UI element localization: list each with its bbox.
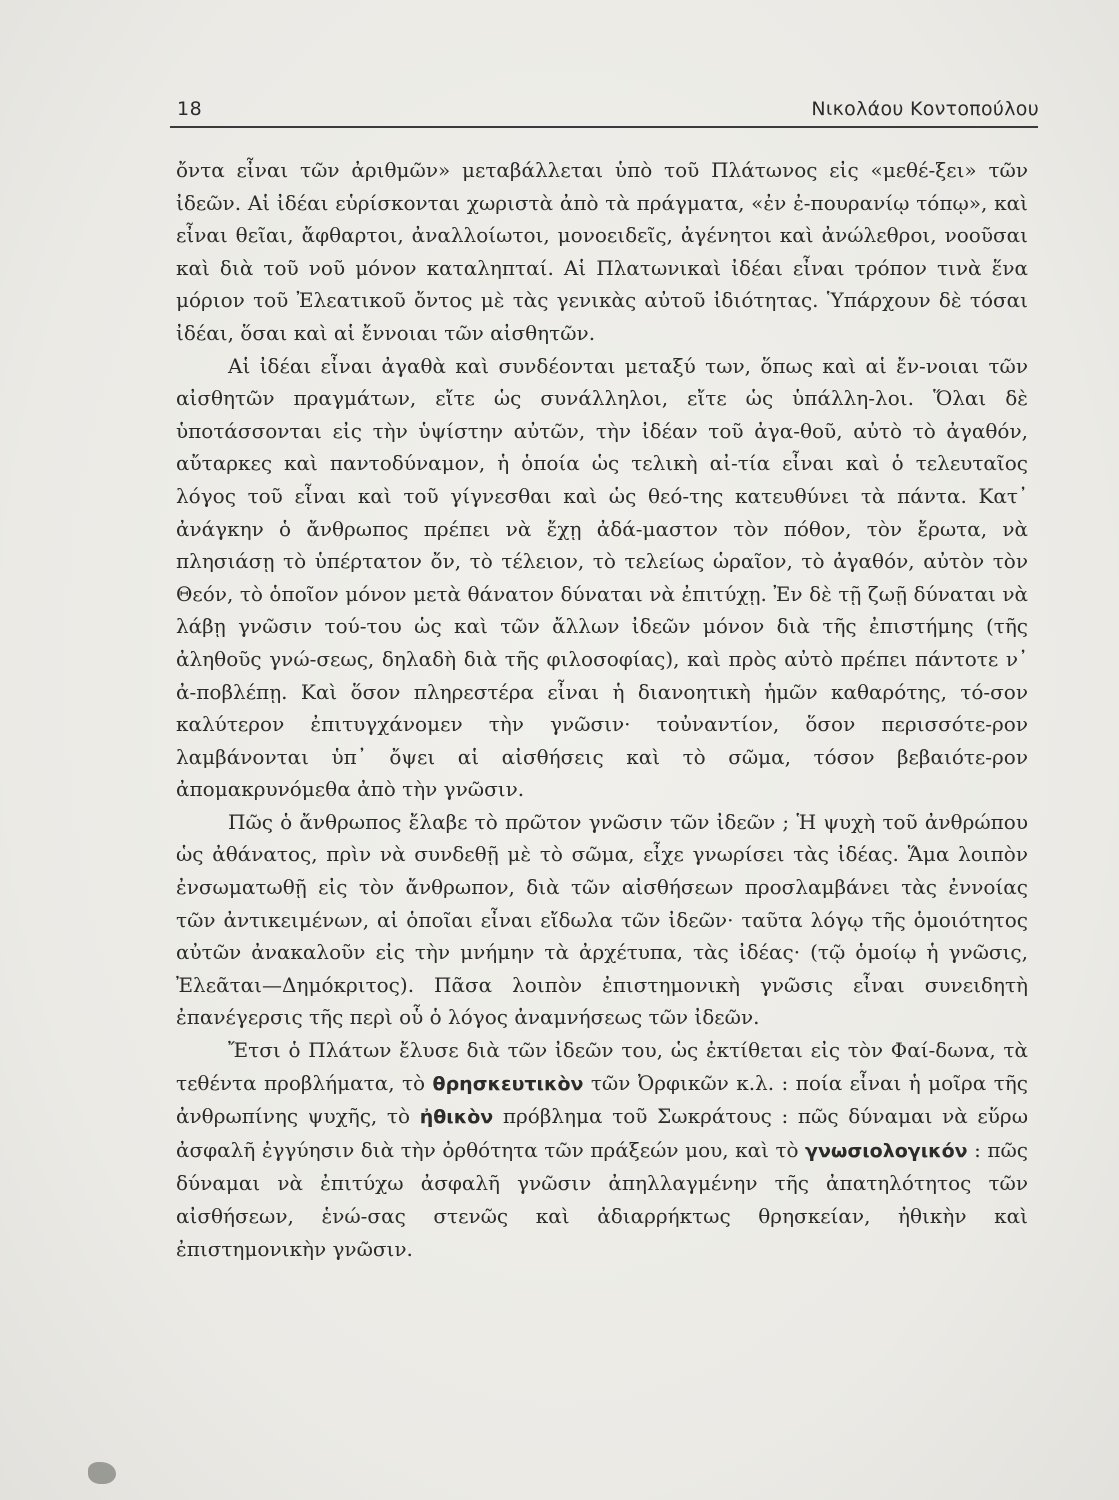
text-run: Πῶς ὁ ἄνθρωπος ἔλαβε τὸ πρῶτον γνῶσιν τῶν ἰδεῶν ; Ἡ ψυχὴ τοῦ ἀνθρώπου ὡς ἀθάνατος, πρὶν νὰ συνδεθῇ μὲ τὸ σῶμα, εἶχε γνωρίσει τὰς ἰδέας. Ἅμα λοιπὸν ἐνσωματωθῇ εἰς τὸν ἄνθρωπον, διὰ τῶν αἰσθήσεων προσλαμβάνει τὰς ἐννοίας τῶν ἀντικειμένων, αἱ ὁποῖαι εἶναι εἴδωλα τῶν ἰδεῶν· ταῦτα λόγῳ τῆς ὁμοιότητος αὐτῶν ἀνακαλοῦν εἰς τὴν μνήμην τὰ ἀρχέτυπα, τὰς ἰδέας· (τῷ ὁμοίῳ ἡ γνῶσις, Ἐλεᾶται—Δημόκριτος). Πᾶσα λοιπὸν ἐπιστημονικὴ γνῶσις εἶναι συνειδητὴ ἐπανέγερσις τῆς περὶ οὗ ὁ λόγος ἀναμνήσεως τῶν ἰδεῶν. — [176, 809, 1028, 1030]
body-text — [176, 154, 1028, 1265]
emphasis-religious: θρησκευτικὸν — [432, 1072, 584, 1095]
page-header — [177, 94, 1039, 128]
text-run: πρόβλημα τοῦ Σωκράτους : πῶς δύναμαι νὰ εὕρω ἀσφαλῆ ἐγγύησιν διὰ τὴν ὀρθότητα τῶν πράξεών μου, καὶ τὸ — [176, 1104, 1029, 1162]
paragraph-2 — [176, 350, 1028, 806]
page-number: 18 — [177, 98, 203, 120]
paragraph-4 — [176, 1034, 1028, 1265]
text-run: ὄντα εἶναι τῶν ἀριθμῶν» μεταβάλλεται ὑπὸ τοῦ Πλάτωνος εἰς «μεθέ-ξει» τῶν ἰδεῶν. Αἱ ἰδέαι εὑρίσκονται χωριστὰ ἀπὸ τὰ πράγματα, «ἐν ἐ-πουρανίῳ τόπῳ», καὶ εἶναι θεῖαι, ἄφθαρτοι, ἀναλλοίωτοι, μονοειδεῖς, ἀγένητοι καὶ ἀνώλεθροι, νοοῦσαι καὶ διὰ τοῦ νοῦ μόνον καταληπταί. Αἱ Πλατωνικαὶ ἰδέαι εἶναι τρόπον τινὰ ἕνα μόριον τοῦ Ἐλεατικοῦ ὄντος μὲ τὰς γενικὰς αὐτοῦ ἰδιότητας. Ὑπάρχουν δὲ τόσαι ἰδέαι, ὅσαι καὶ αἱ ἔννοιαι τῶν αἰσθητῶν. — [176, 158, 1028, 345]
emphasis-epistemological: γνωσιολογικόν — [805, 1139, 968, 1162]
ink-smudge — [88, 1462, 116, 1484]
header-rule — [170, 126, 1038, 128]
paragraph-3 — [176, 806, 1028, 1034]
text-run: Αἱ ἰδέαι εἶναι ἀγαθὰ καὶ συνδέονται μεταξύ των, ὅπως καὶ αἱ ἔν-νοιαι τῶν αἰσθητῶν πραγμάτων, εἴτε ὡς συνάλληλοι, εἴτε ὡς ὑπάλλη-λοι. Ὅλαι δὲ ὑποτάσσονται εἰς τὴν ὑψίστην αὐτῶν, τὴν ἰδέαν τοῦ ἀγα-θοῦ, αὐτὸ τὸ ἀγαθόν, αὔταρκες καὶ παντοδύναμον, ἡ ὁποία ὡς τελικὴ αἰ-τία εἶναι καὶ ὁ τελευταῖος λόγος τοῦ εἶναι καὶ τοῦ γίγνεσθαι καὶ ὡς θεό-της κατευθύνει τὰ πάντα. Κατ᾿ ἀνάγκην ὁ ἄνθρωπος πρέπει νὰ ἔχῃ ἀδά-μαστον τὸν πόθον, τὸν ἔρωτα, νὰ πλησιάσῃ τὸ ὑπέρτατον ὄν, τὸ τέλειον, τὸ τελείως ὡραῖον, τὸ ἀγαθόν, αὐτὸν τὸν Θεόν, τὸ ὁποῖον μόνον μετὰ θάνατον δύναται νὰ ἐπιτύχῃ. Ἐν δὲ τῇ ζωῇ δύναται νὰ λάβῃ γνῶσιν τού-του ὡς καὶ τῶν ἄλλων ἰδεῶν μόνον διὰ τῆς ἐπιστήμης (τῆς ἀληθοῦς γνώ-σεως, δηλαδὴ διὰ τῆς φιλοσοφίας), καὶ πρὸς αὐτὸ πρέπει πάντοτε ν᾿ ἀ-ποβλέπῃ. Καὶ ὅσον πληρεστέρα εἶναι ἡ διανοητικὴ ἡμῶν καθαρότης, τό-σον καλύτερον ἐπιτυγχάνομεν τὴν γνῶσιν· τοὐναντίον, ὅσον περισσότε-ρον λαμβάνονται ὑπ᾿ ὄψει αἱ αἰσθήσεις καὶ τὸ σῶμα, τόσον βεβαιότε-ρον ἀπομακρυνόμεθα ἀπὸ τὴν γνῶσιν. — [176, 353, 1028, 802]
paragraph-1 — [176, 154, 1028, 350]
text-run: τῶν Ὀρφικῶν κ.λ. : ποία εἶναι ἡ μοῖρα τῆς ἀνθρωπίνης ψυχῆς, τὸ — [176, 1070, 1028, 1129]
emphasis-ethical: ἠθικὸν — [419, 1106, 494, 1129]
text-run: Ἔτσι ὁ Πλάτων ἔλυσε διὰ τῶν ἰδεῶν του, ὡς ἐκτίθεται εἰς τὸν Φαί-δωνα, τὰ τεθέντα προβλήματα, τὸ — [176, 1038, 1028, 1095]
text-run: : πῶς δύναμαι νὰ ἐπιτύχω ἀσφαλῆ γνῶσιν ἀπηλλαγμένην τῆς ἀπατηλότητος τῶν αἰσθήσεων, ἑνώ-σας στενῶς καὶ ἀδιαρρήκτως θρησκείαν, ἠθικὴν καὶ ἐπιστημονικὴν γνῶσιν. — [176, 1137, 1028, 1261]
running-head: Νικολάου Κοντοπούλου — [811, 98, 1039, 120]
